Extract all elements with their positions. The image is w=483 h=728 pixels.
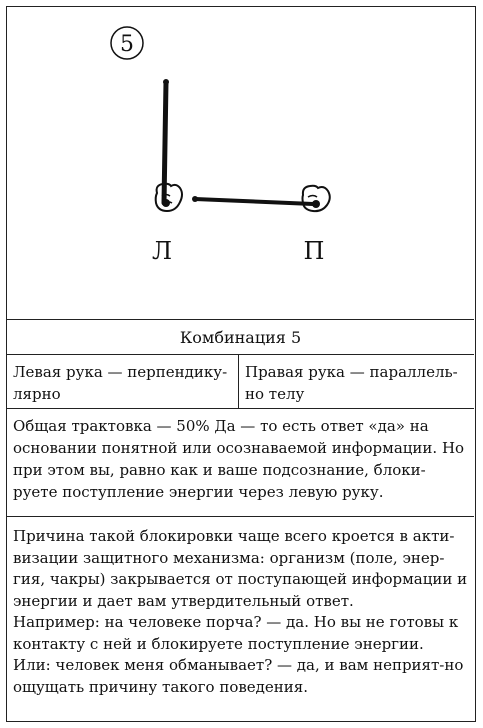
- left-fist-icon: [156, 184, 182, 211]
- right-arm-description: Правая рука — параллель-но телу: [245, 363, 458, 403]
- right-arm-tip: [192, 196, 198, 202]
- right-label: П: [303, 237, 325, 265]
- arms-row: [7, 355, 474, 409]
- reason-section: [7, 518, 474, 721]
- number-text: 5: [120, 32, 134, 57]
- general-interpretation: Общая трактовка — 50% Да — то есть ответ «да» на основании понятной или осознаваемой информации. Но при этом вы, равно как и ваше подсознание, блоки-руете поступление энергии через левую руку.: [7, 409, 474, 517]
- reason-paragraph: Причина такой блокировки чаще всего кроется в акти-визации защитного механизма: организм (поле, энер-гия, чакры) закрывается от поступающей информации и энергии и дает вам утвердительный ответ.: [13, 527, 468, 610]
- right-arm-line: [195, 199, 313, 204]
- page-frame: [6, 6, 476, 722]
- left-label: Л: [151, 237, 173, 265]
- combination-title: Комбинация 5: [7, 320, 474, 355]
- example-paragraph: Например: на человеке порча? — да. Но вы не готовы к контакту с ней и блокируете поступление энергии.: [13, 613, 459, 653]
- left-arm-tip: [163, 79, 169, 85]
- pendulum-illustration: [7, 7, 474, 319]
- left-arm-description: Левая рука — перпендику-лярно: [7, 355, 239, 408]
- illustration-panel: [7, 7, 474, 320]
- left-arm-line: [164, 82, 166, 203]
- or-paragraph: Или: человек меня обманывает? — да, и вам неприят-но ощущать причину такого поведения.: [13, 656, 464, 696]
